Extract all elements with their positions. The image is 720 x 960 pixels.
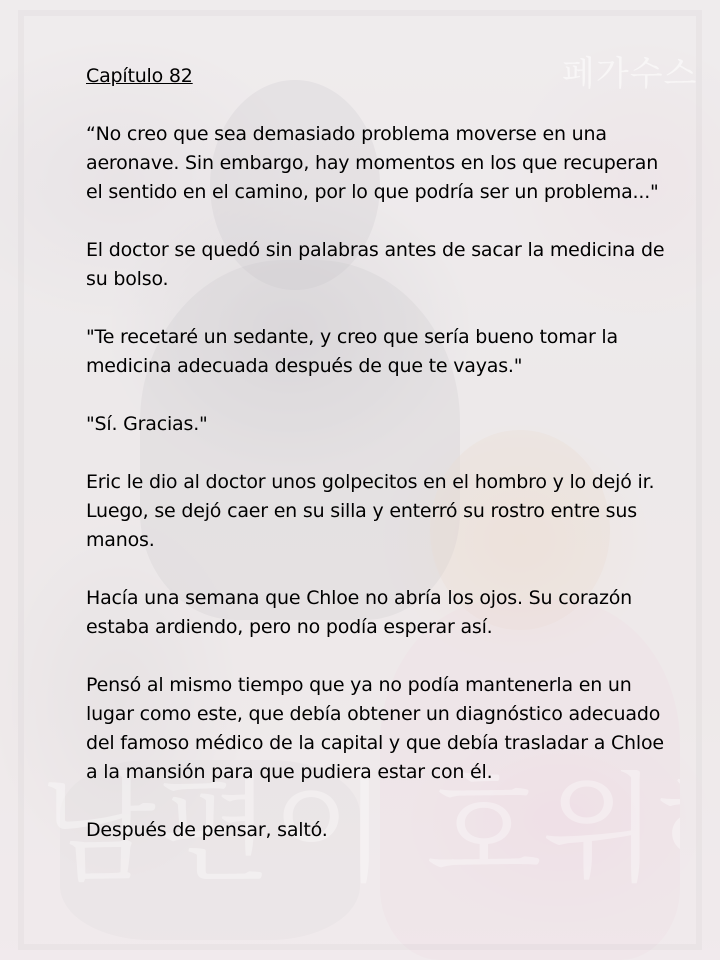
paragraph: Eric le dio al doctor unos golpecitos en el hombro y lo dejó ir. Luego, se dejó caer en su silla y enterró su rostro entre sus manos. xyxy=(86,471,655,551)
chapter-title: Capítulo 82 xyxy=(86,65,193,87)
paragraph: Después de pensar, saltó. xyxy=(86,819,328,841)
paragraph: El doctor se quedó sin palabras antes de sacar la medicina de su bolso. xyxy=(86,239,665,290)
paragraph: “No creo que sea demasiado problema moverse en una aeronave. Sin embargo, hay momentos en los que recuperan el sentido en el camino, por lo que podría ser un problema..." xyxy=(86,123,659,203)
paragraph: Hacía una semana que Chloe no abría los ojos. Su corazón estaba ardiendo, pero no podía esperar así. xyxy=(86,587,632,638)
paragraph: "Te recetaré un sedante, y creo que sería bueno tomar la medicina adecuada después de que te vayas." xyxy=(86,326,618,377)
paragraph: Pensó al mismo tiempo que ya no podía mantenerla en un lugar como este, que debía obtener un diagnóstico adecuado del famoso médico de la capital y que debía trasladar a Chloe a la mansión para que pudiera estar con él. xyxy=(86,674,664,783)
paragraph: "Sí. Gracias." xyxy=(86,413,208,435)
chapter-text xyxy=(86,62,666,874)
